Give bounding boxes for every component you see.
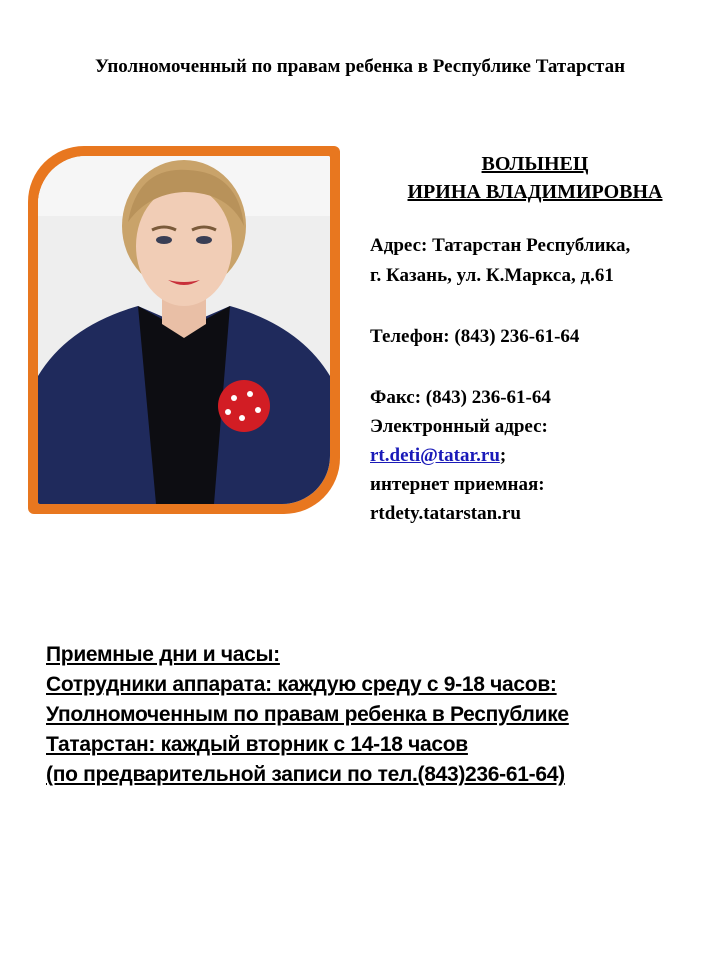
hours-line: Татарстан: каждый вторник с 14-18 часов	[46, 733, 468, 756]
email-label: Электронный адрес:	[370, 416, 548, 437]
email-line	[370, 442, 506, 469]
portrait-photo	[38, 156, 330, 504]
hours-line: Приемные дни и часы:	[46, 643, 280, 666]
person-given-names: ИРИНА ВЛАДИМИРОВНА	[407, 181, 663, 203]
hours-line: (по предварительной записи по тел.(843)236-61-64)	[46, 763, 565, 786]
reception-hours	[46, 640, 569, 790]
address-line-2: г. Казань, ул. К.Маркса, д.61	[370, 265, 614, 286]
page-title: Уполномоченный по правам ребенка в Республике Татарстан	[94, 56, 626, 77]
address-line-1: Адрес: Татарстан Республика,	[370, 235, 631, 256]
email-suffix: ;	[499, 445, 507, 466]
phone: Телефон: (843) 236-61-64	[370, 326, 580, 347]
fax: Факс: (843) 236-61-64	[370, 387, 551, 408]
reception-label: интернет приемная:	[370, 474, 545, 495]
hours-line: Уполномоченным по правам ребенка в Республике	[46, 703, 569, 726]
hours-line: Сотрудники аппарата: каждую среду с 9-18 часов:	[46, 673, 557, 696]
reception-site: rtdety.tatarstan.ru	[370, 503, 521, 524]
person-surname: ВОЛЫНЕЦ	[481, 153, 589, 175]
email-link[interactable]: rt.deti@tatar.ru	[370, 445, 500, 466]
